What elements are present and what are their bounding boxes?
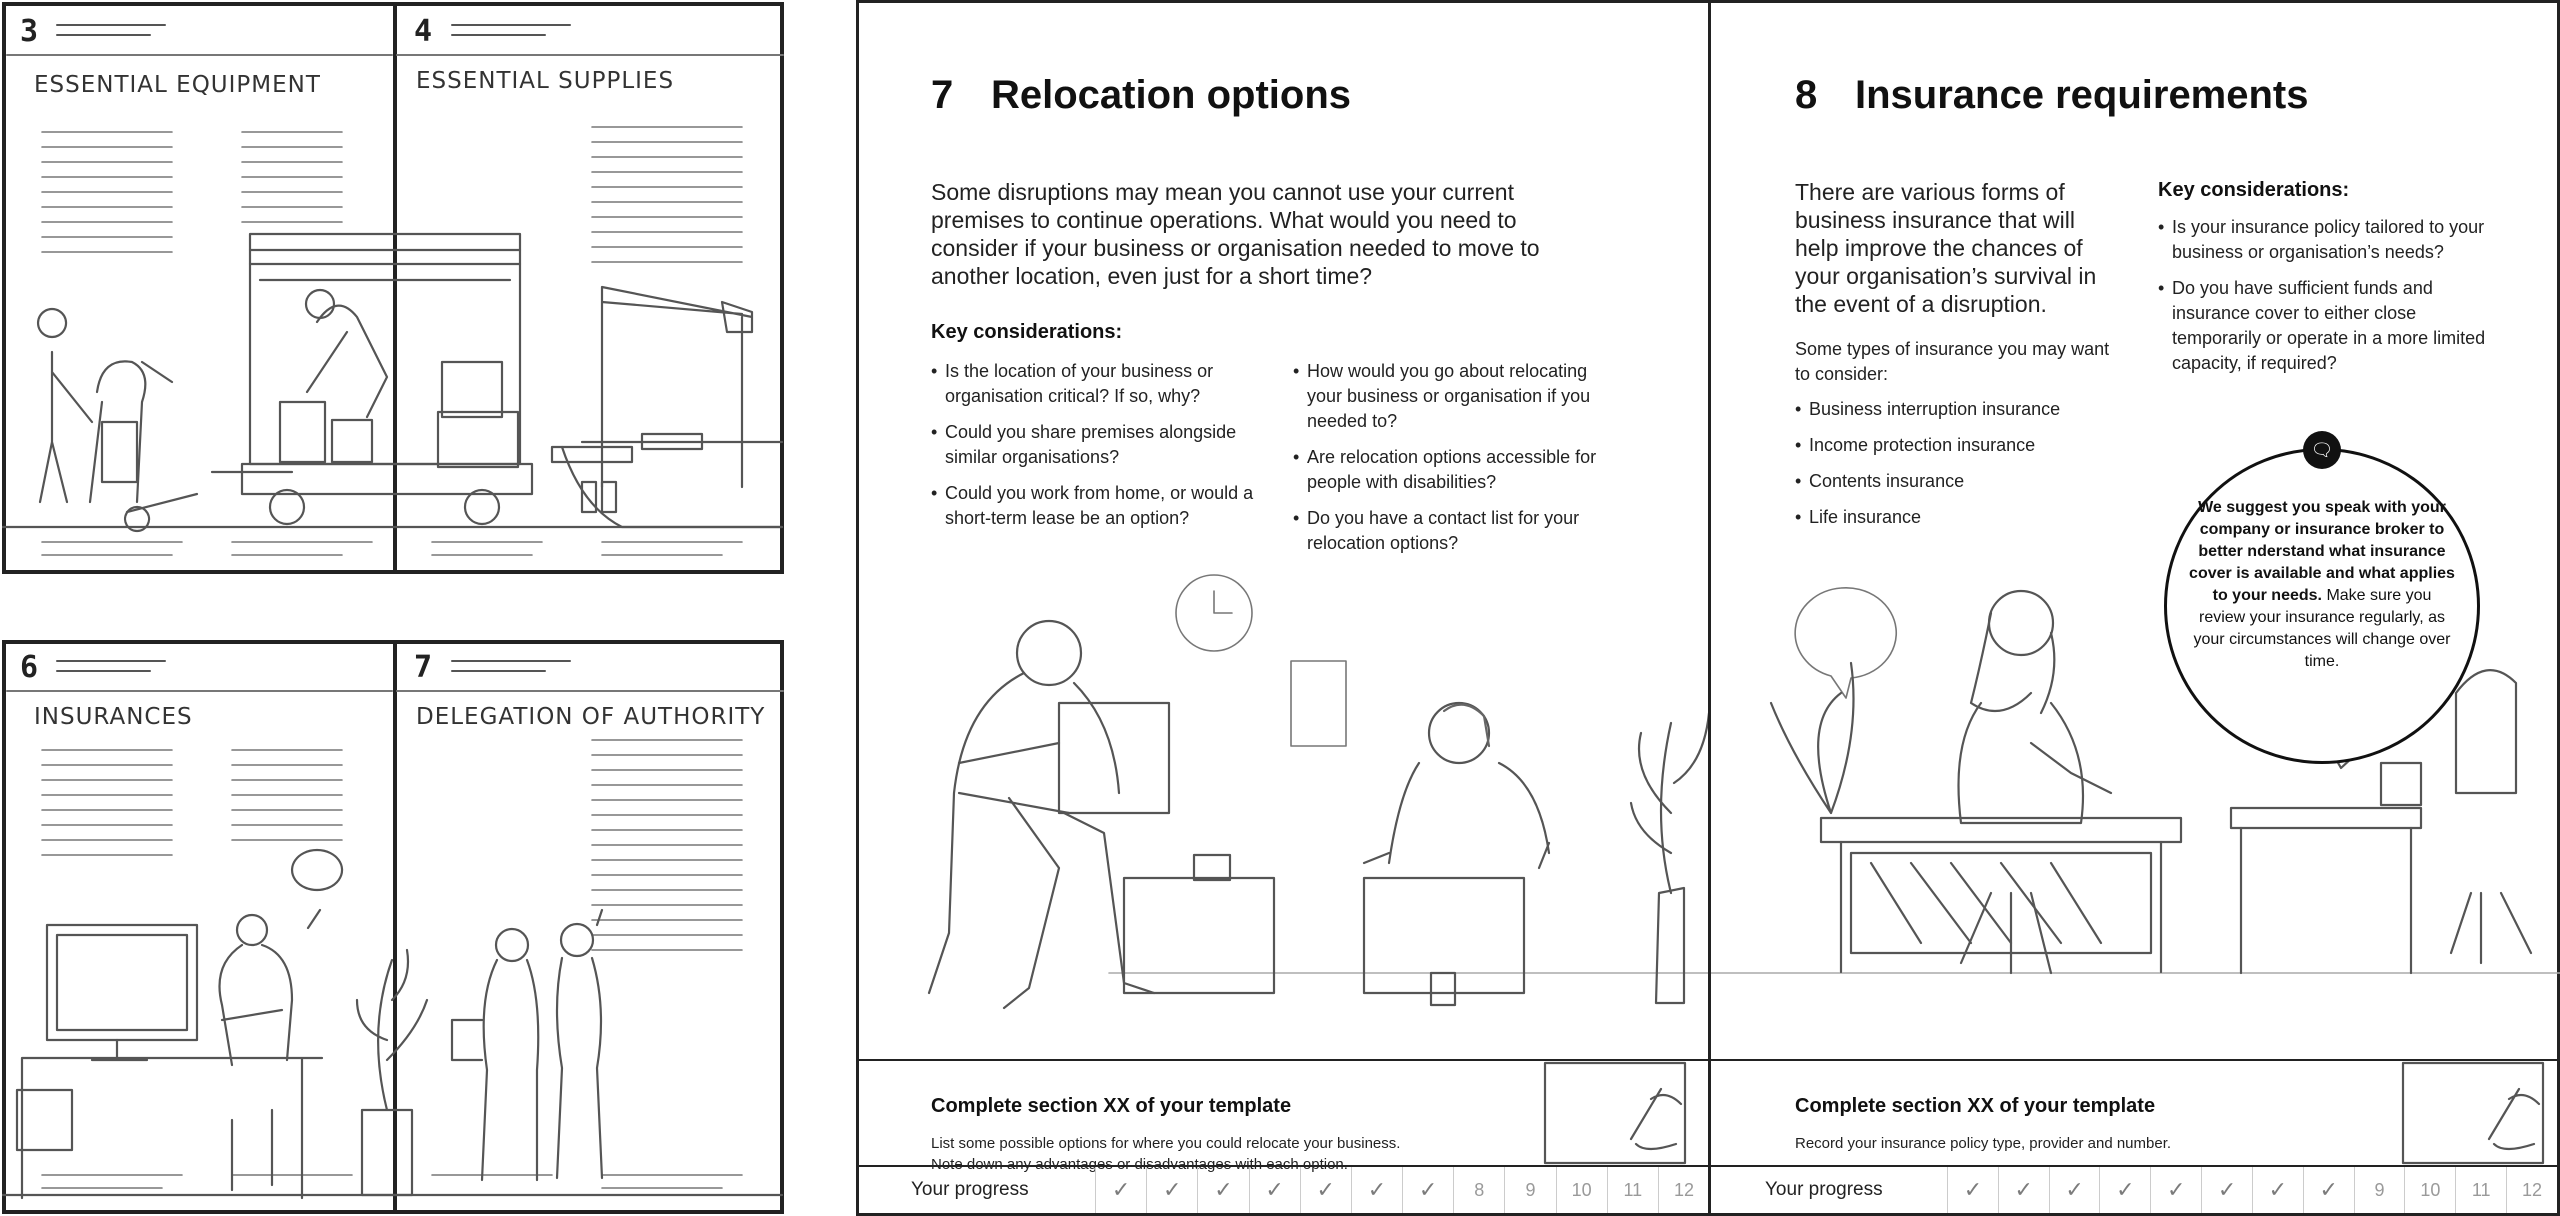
sketch-illustration-equipment-supplies	[2, 2, 784, 574]
section-title-text: Relocation options	[991, 73, 1351, 117]
progress-bar	[1711, 1165, 2557, 1213]
list-item: • Do you have sufficient funds and insurance cover to either close temporarily or operate in a more limited capacity, if required?	[2158, 276, 2488, 376]
sketch-number: 4	[414, 14, 433, 49]
callout-text	[2189, 497, 2455, 673]
sketch-storyboard-bottom	[2, 640, 784, 1214]
sketch-number: 7	[414, 650, 433, 685]
list-item: • Is the location of your business or organisation critical? If so, why?	[931, 359, 1261, 409]
list-item: • Are relocation options accessible for people with disabilities?	[1293, 445, 1623, 495]
callout-rest: Make sure you review your insurance regularly, as your circumstances will change over time.	[2193, 587, 2451, 670]
progress-step: 10	[2404, 1167, 2455, 1213]
progress-step: 11	[2455, 1167, 2506, 1213]
list-item: • Contents insurance	[1795, 469, 2115, 494]
progress-step-done: ✓	[1095, 1167, 1146, 1213]
progress-label: Your progress	[1765, 1179, 1883, 1200]
page-title	[1795, 73, 2309, 118]
progress-step-done: ✓	[1947, 1167, 1998, 1213]
intro-paragraph: There are various forms of business insurance that will help improve the chances of your organisation’s survival in the event of a disruption.	[1795, 179, 2097, 317]
callout-bold: We suggest you speak with your company or insurance broker to better nderstand what insurance cover is available and what applies to your needs.	[2189, 499, 2455, 604]
progress-bar	[859, 1165, 1709, 1213]
list-item: • Do you have a contact list for your relocation options?	[1293, 506, 1623, 556]
sketch-heading: ESSENTIAL SUPPLIES	[416, 68, 675, 94]
list-item: • Business interruption insurance	[1795, 397, 2115, 422]
key-considerations-heading: Key considerations:	[2158, 179, 2350, 201]
footer-line: List some possible options for where you could relocate your business.	[931, 1135, 1401, 1152]
section-number: 8	[1795, 73, 1818, 117]
progress-step-done: ✓	[1197, 1167, 1248, 1213]
sketch-number: 6	[20, 650, 39, 685]
sketch-heading: INSURANCES	[34, 704, 193, 730]
footer-title: Complete section XX of your template	[931, 1095, 1292, 1117]
pen-hand-icon	[2399, 1059, 2549, 1167]
footer-line: Note down any advantages or disadvantages with each option.	[931, 1156, 1348, 1173]
page-title	[931, 73, 1351, 118]
page-insurance-requirements	[1708, 0, 2560, 1216]
progress-step-done: ✓	[1998, 1167, 2049, 1213]
illustration-people-moving-boxes	[859, 563, 1709, 1033]
progress-step: 10	[1556, 1167, 1607, 1213]
progress-step-done: ✓	[1402, 1167, 1453, 1213]
progress-step-done: ✓	[2099, 1167, 2150, 1213]
progress-step: 12	[1658, 1167, 1709, 1213]
sketch-heading: ESSENTIAL EQUIPMENT	[34, 72, 321, 98]
progress-step: 8	[1453, 1167, 1504, 1213]
progress-step-done: ✓	[1146, 1167, 1197, 1213]
footer-title: Complete section XX of your template	[1795, 1095, 2156, 1117]
broker-advice-callout	[2164, 448, 2480, 764]
progress-step: 9	[2354, 1167, 2405, 1213]
progress-step-done: ✓	[2303, 1167, 2354, 1213]
progress-step-done: ✓	[2252, 1167, 2303, 1213]
progress-step-done: ✓	[2201, 1167, 2252, 1213]
section-title-text: Insurance requirements	[1855, 73, 2309, 117]
footer-line: Record your insurance policy type, provider and number.	[1795, 1135, 2172, 1152]
key-considerations-heading: Key considerations:	[931, 321, 1123, 343]
key-considerations-list	[2158, 215, 2488, 387]
progress-step-done: ✓	[1300, 1167, 1351, 1213]
progress-step-done: ✓	[2150, 1167, 2201, 1213]
list-item: • Is your insurance policy tailored to your business or organisation’s needs?	[2158, 215, 2488, 265]
list-item: • How would you go about relocating your business or organisation if you needed to?	[1293, 359, 1623, 434]
list-item: • Life insurance	[1795, 505, 2115, 530]
intro-paragraph: Some disruptions may mean you cannot use your current premises to continue operations. What would you need to consider if your business or organisation needed to move to another location, even just for a short time?	[931, 179, 1540, 289]
progress-step: 9	[1504, 1167, 1555, 1213]
sketch-heading: DELEGATION OF AUTHORITY	[416, 704, 766, 730]
progress-step-done: ✓	[1351, 1167, 1402, 1213]
page-relocation-options	[856, 0, 1712, 1216]
insurance-types-list	[1795, 397, 2115, 541]
list-item: • Could you share premises alongside similar organisations?	[931, 420, 1261, 470]
section-number: 7	[931, 73, 954, 117]
key-considerations-list	[1293, 359, 1623, 567]
progress-step: 12	[2506, 1167, 2557, 1213]
speech-bubble-icon: 🗨	[2303, 431, 2341, 469]
progress-step: 11	[1607, 1167, 1658, 1213]
key-considerations-list	[931, 359, 1261, 542]
insurance-types-intro: Some types of insurance you may want to consider:	[1795, 339, 2110, 384]
list-item: • Could you work from home, or would a short-term lease be an option?	[931, 481, 1261, 531]
sketch-illustration-insurance-delegation	[2, 640, 784, 1214]
sketch-storyboard-top	[2, 2, 784, 574]
progress-label: Your progress	[911, 1179, 1029, 1200]
progress-step-done: ✓	[1249, 1167, 1300, 1213]
progress-step-done: ✓	[2049, 1167, 2100, 1213]
sketch-number: 3	[20, 14, 39, 49]
pen-hand-icon	[1541, 1059, 1691, 1167]
list-item: • Income protection insurance	[1795, 433, 2115, 458]
